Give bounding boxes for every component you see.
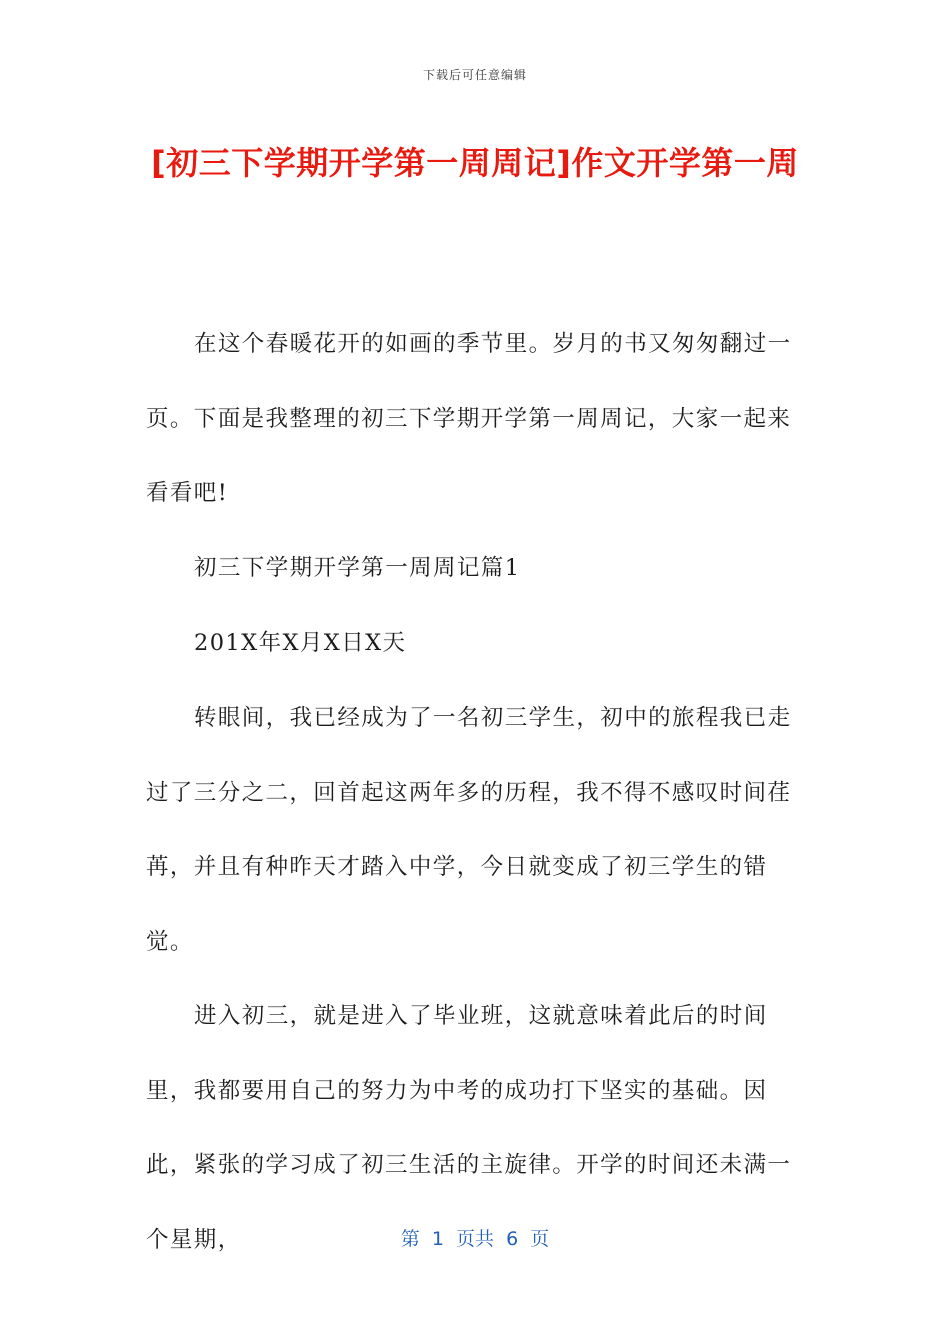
paragraph-text: 初三下学期开学第一周周记篇1 <box>194 555 521 581</box>
paragraph-text: 转眼间，我已经成为了一名初三学生，初中的旅程我已走过了三分之二，回首起这两年多的历程，我不得不感叹时间荏苒，并且有种昨天才踏入中学，今日就变成了初三学生的错觉。 <box>146 705 792 955</box>
paragraph-body-1 <box>146 681 806 979</box>
paragraph-section-heading <box>146 531 806 606</box>
page-number-footer: 第 1 页共 6 页 <box>400 1228 550 1250</box>
paragraph-intro <box>146 307 806 531</box>
header-note: 下载后可任意编辑 <box>422 68 527 82</box>
paragraph-text: 201X年X月X日X天 <box>194 630 407 656</box>
document-title: [初三下学期开学第一周周记]作文开学第一周 <box>151 144 799 182</box>
paragraph-text: 在这个春暖花开的如画的季节里。岁月的书又匆匆翻过一页。下面是我整理的初三下学期开学第一周周记，大家一起来看看吧! <box>146 331 792 506</box>
paragraph-date <box>146 606 806 681</box>
paragraph-text: 进入初三，就是进入了毕业班，这就意味着此后的时间里，我都要用自己的努力为中考的成功打下坚实的基础。因此，紧张的学习成了初三生活的主旋律。开学的时间还未满一个星期， <box>146 1003 792 1253</box>
